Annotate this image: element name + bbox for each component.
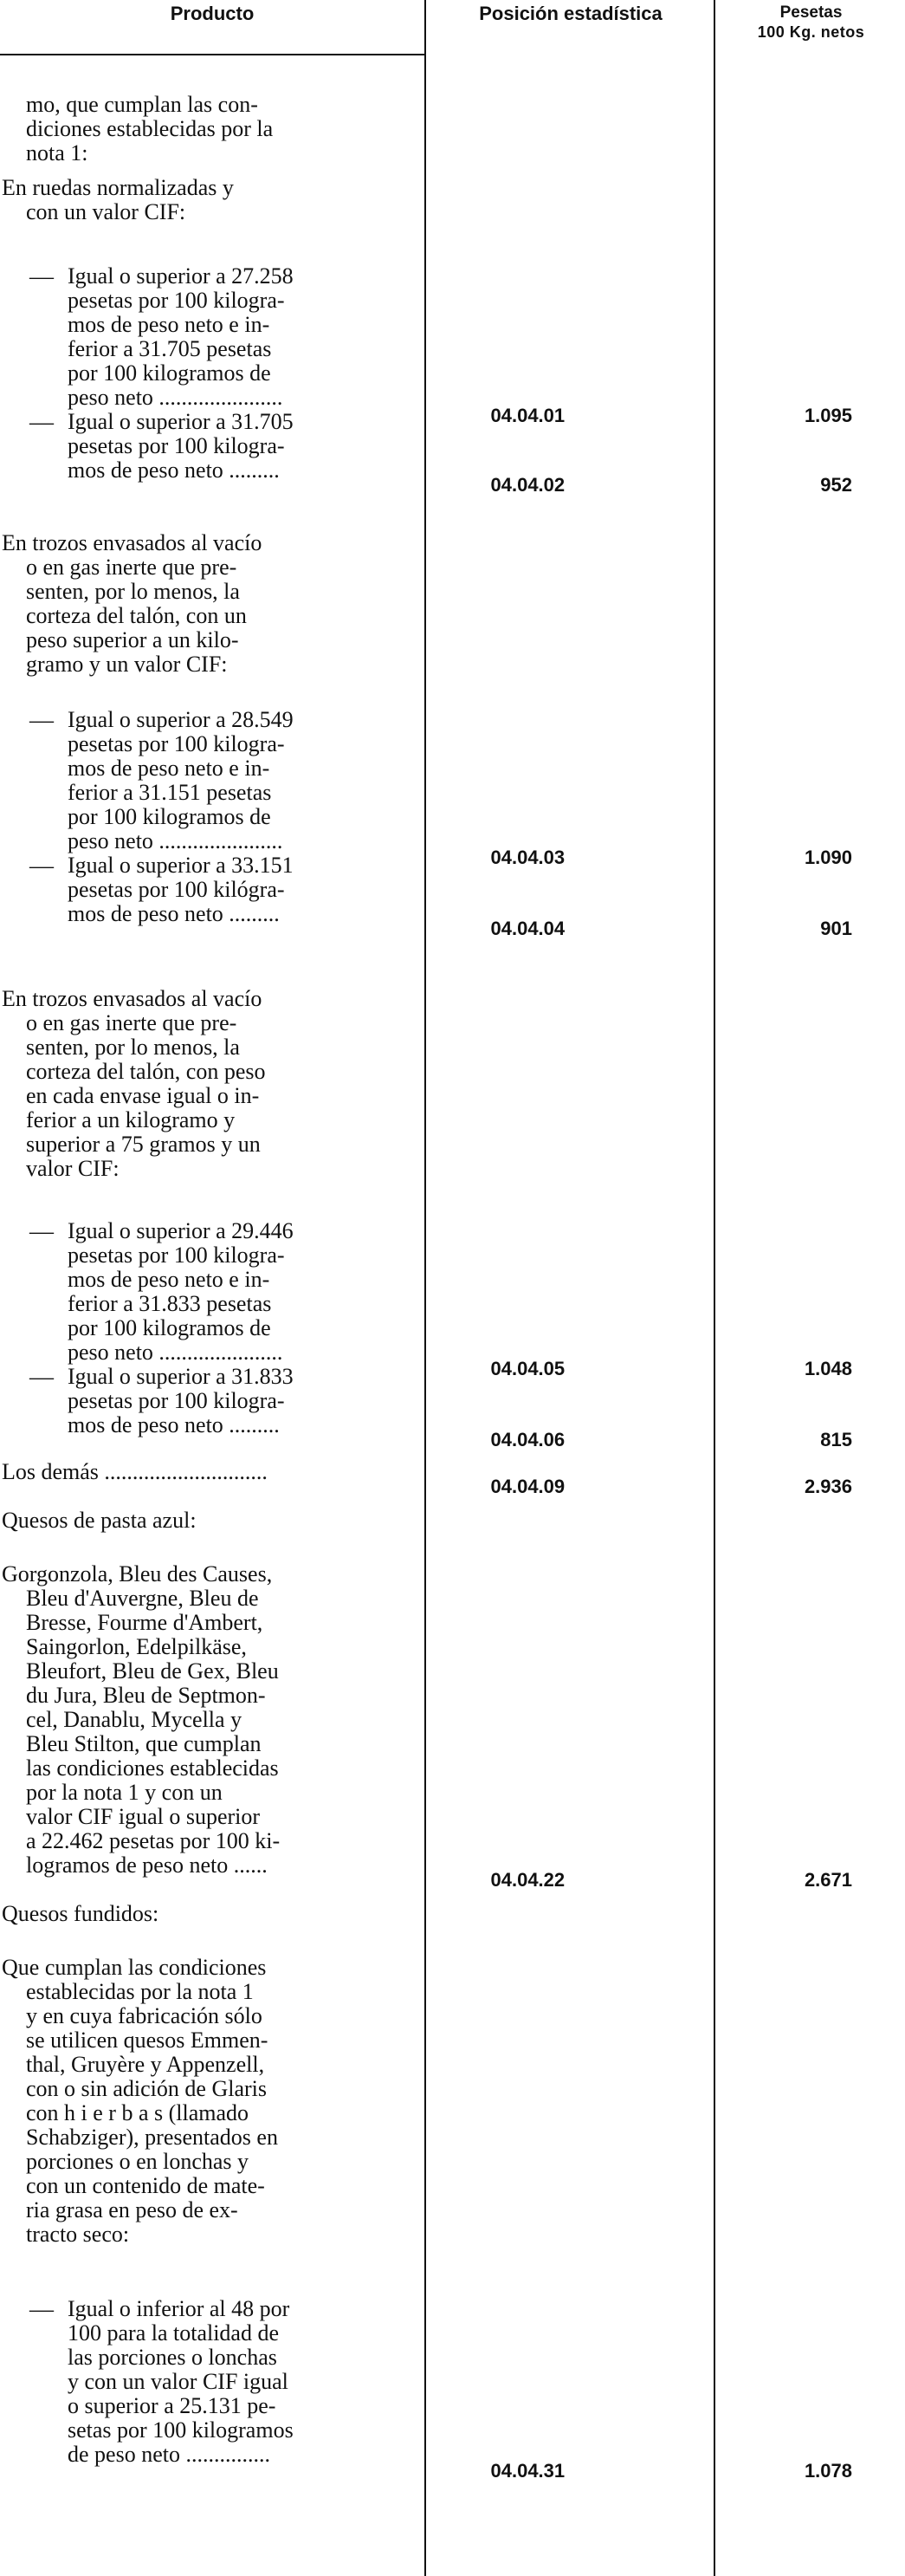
position-code-value: 04.04.03	[490, 847, 566, 868]
product-line: pesetas por 100 kilogra-	[68, 1388, 285, 1413]
product-line: pesetas por 100 kilogra-	[68, 1243, 285, 1268]
product-line: Bresse, Fourme d'Ambert,	[26, 1610, 263, 1635]
product-line: pesetas por 100 kilógra-	[68, 877, 285, 902]
product-line: mos de peso neto .........	[68, 901, 280, 926]
product-line: corteza del talón, con peso	[26, 1059, 266, 1084]
product-line: diciones establecidas por la	[26, 116, 274, 141]
product-line: Saingorlon, Edelpilkäse,	[26, 1634, 247, 1659]
product-line: Bleu d'Auvergne, Bleu de	[26, 1586, 259, 1611]
price-value: 1.048	[804, 1358, 852, 1379]
product-line: tracto seco:	[26, 2222, 130, 2247]
position-code	[428, 2461, 714, 2482]
position-code-value: 04.04.04	[490, 918, 566, 939]
product-line: con h i e r b a s (llamado	[26, 2100, 249, 2125]
product-line: En trozos envasados al vacío	[2, 986, 262, 1011]
product-line: o superior a 25.131 pe-	[68, 2393, 276, 2418]
product-line: ferior a 31.833 pesetas	[68, 1291, 272, 1316]
price-value: 952	[820, 474, 852, 496]
product-line: Quesos fundidos:	[2, 1901, 159, 1926]
product-line: peso neto ......................	[68, 385, 283, 410]
product-line: Igual o superior a 29.446	[68, 1218, 294, 1243]
product-line: por 100 kilogramos de	[68, 360, 271, 386]
position-code-value: 04.04.02	[490, 474, 566, 496]
product-line: mos de peso neto .........	[68, 457, 280, 483]
position-code-value: 04.04.05	[490, 1358, 566, 1379]
product-line: mos de peso neto e in-	[68, 1267, 270, 1292]
product-line: con un contenido de mate-	[26, 2173, 265, 2198]
position-code-value: 04.04.31	[490, 2460, 566, 2482]
product-line: En ruedas normalizadas y	[2, 175, 234, 200]
product-line: valor CIF igual o superior	[26, 1804, 261, 1829]
product-line: o en gas inerte que pre-	[26, 555, 237, 580]
product-line: Igual o superior a 28.549	[68, 707, 294, 732]
header-product: Producto	[170, 3, 255, 24]
header-pesetas	[717, 3, 905, 42]
product-line: ferior a 31.151 pesetas	[68, 780, 272, 805]
price-value: 815	[820, 1429, 852, 1450]
position-code	[428, 475, 714, 496]
column-divider-position	[714, 0, 715, 2576]
product-line: Igual o superior a 31.833	[68, 1364, 294, 1389]
product-line: con o sin adición de Glaris	[26, 2076, 267, 2101]
product-line: ferior a 31.705 pesetas	[68, 336, 272, 361]
product-line: por 100 kilogramos de	[68, 1315, 271, 1340]
dash-bullet: —	[29, 1364, 54, 1391]
product-line: peso superior a un kilo-	[26, 627, 239, 652]
product-line: mos de peso neto e in-	[68, 756, 270, 781]
position-code	[428, 1359, 714, 1379]
position-code	[428, 847, 714, 868]
product-line: mos de peso neto e in-	[68, 312, 270, 337]
price-value: 2.671	[804, 1869, 852, 1891]
product-line: peso neto ......................	[68, 1340, 283, 1365]
product-line: pesetas por 100 kilogra-	[68, 433, 285, 458]
product-line: du Jura, Bleu de Septmon-	[26, 1683, 266, 1708]
product-line: logramos de peso neto ......	[26, 1853, 268, 1878]
product-line: valor CIF:	[26, 1156, 120, 1181]
dash-bullet: —	[29, 707, 54, 734]
position-code-value: 04.04.09	[490, 1476, 566, 1497]
product-line: Quesos de pasta azul:	[2, 1508, 197, 1533]
product-line: por 100 kilogramos de	[68, 804, 271, 829]
product-line: Igual o superior a 33.151	[68, 853, 294, 878]
product-line: Los demás .............................	[2, 1459, 268, 1484]
product-line: con un valor CIF:	[26, 199, 186, 224]
product-line: thal, Gruyère y Appenzell,	[26, 2052, 265, 2077]
product-line: senten, por lo menos, la	[26, 1035, 240, 1060]
product-line: nota 1:	[26, 140, 88, 165]
product-line: por la nota 1 y con un	[26, 1780, 223, 1805]
product-line: y en cuya fabricación sólo	[26, 2003, 262, 2028]
dash-bullet: —	[29, 1218, 54, 1245]
product-line: gramo y un valor CIF:	[26, 652, 228, 677]
product-line: en cada envase igual o in-	[26, 1083, 260, 1108]
dash-bullet: —	[29, 853, 54, 879]
product-line: porciones o en lonchas y	[26, 2149, 249, 2174]
dash-bullet: —	[29, 263, 54, 290]
product-line: corteza del talón, con un	[26, 603, 247, 628]
position-code	[428, 918, 714, 939]
product-line: Igual o inferior al 48 por	[68, 2296, 290, 2321]
price-value: 901	[820, 918, 852, 939]
product-line: 100 para la totalidad de	[68, 2320, 280, 2346]
product-line: Bleufort, Bleu de Gex, Bleu	[26, 1658, 279, 1684]
header-pesetas-title: Pesetas	[779, 3, 843, 22]
position-code-value: 04.04.01	[490, 405, 566, 426]
position-code	[428, 1430, 714, 1450]
product-line: de peso neto ...............	[68, 2442, 270, 2467]
position-code-value: 04.04.06	[490, 1429, 566, 1450]
header-rule	[0, 54, 424, 55]
position-code	[428, 1870, 714, 1891]
header-position: Posición estadística	[479, 3, 663, 24]
product-line: cel, Danablu, Mycella y	[26, 1707, 242, 1732]
price-value: 2.936	[804, 1476, 852, 1497]
product-line: se utilicen quesos Emmen-	[26, 2028, 268, 2053]
price-value: 1.095	[804, 405, 852, 426]
header-pesetas-unit: 100 Kg. netos	[757, 23, 865, 41]
position-code	[428, 1476, 714, 1497]
column-divider-product	[424, 0, 426, 2576]
product-line: y con un valor CIF igual	[68, 2369, 288, 2394]
product-line: a 22.462 pesetas por 100 ki-	[26, 1828, 281, 1853]
product-line: senten, por lo menos, la	[26, 579, 240, 604]
product-line: En trozos envasados al vacío	[2, 530, 262, 555]
product-line: Gorgonzola, Bleu des Causes,	[2, 1561, 273, 1586]
product-line: las porciones o lonchas	[68, 2345, 277, 2370]
product-line: mos de peso neto .........	[68, 1412, 280, 1437]
price-value: 1.090	[804, 847, 852, 868]
product-line: Igual o superior a 27.258	[68, 263, 294, 289]
product-line: las condiciones establecidas	[26, 1755, 279, 1781]
dash-bullet: —	[29, 409, 54, 436]
product-line: setas por 100 kilogramos	[68, 2417, 294, 2443]
product-line: ria grasa en peso de ex-	[26, 2197, 238, 2222]
position-code-value: 04.04.22	[490, 1869, 566, 1891]
product-line: mo, que cumplan las con-	[26, 92, 258, 117]
product-line: Que cumplan las condiciones	[2, 1955, 267, 1980]
price-value: 1.078	[804, 2460, 852, 2482]
product-line: pesetas por 100 kilogra-	[68, 288, 285, 313]
product-line: peso neto ......................	[68, 828, 283, 853]
product-line: Schabziger), presentados en	[26, 2125, 278, 2150]
product-line: ferior a un kilogramo y	[26, 1107, 236, 1132]
product-line: superior a 75 gramos y un	[26, 1132, 261, 1157]
product-line: o en gas inerte que pre-	[26, 1010, 237, 1035]
position-code	[428, 406, 714, 426]
product-line: pesetas por 100 kilogra-	[68, 731, 285, 756]
dash-bullet: —	[29, 2296, 54, 2323]
product-line: establecidas por la nota 1	[26, 1979, 254, 2004]
product-line: Bleu Stilton, que cumplan	[26, 1731, 262, 1756]
product-line: Igual o superior a 31.705	[68, 409, 294, 434]
